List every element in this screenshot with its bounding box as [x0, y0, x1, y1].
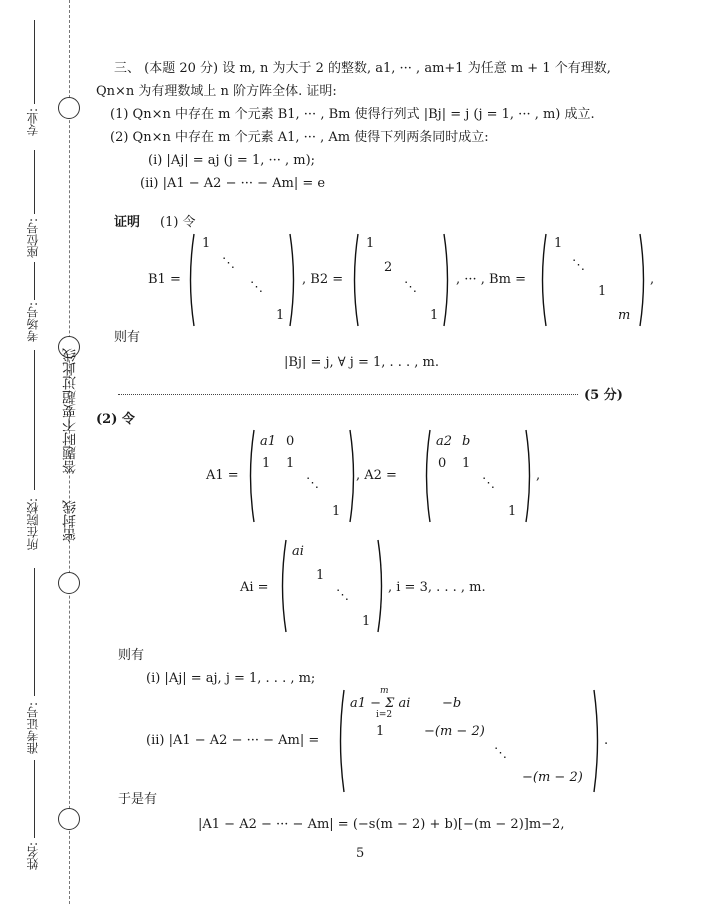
matrix-entry: ai — [292, 544, 304, 559]
matrix-ai-label: Ai = — [240, 580, 269, 595]
matrix-entry: 1 — [286, 456, 295, 471]
diagonal-dots: ⋱ — [306, 476, 320, 491]
name-blank — [34, 760, 35, 838]
matrix-entry: 1 — [362, 614, 371, 629]
diagonal-dots: ⋱ — [404, 280, 418, 295]
diagonal-dots: ⋱ — [222, 256, 236, 271]
matrix-entry: 1 — [332, 504, 341, 519]
determinant-b-result: |Bj| = j, ∀ j = 1, . . . , m. — [284, 355, 440, 370]
diagonal-dots: ⋱ — [336, 588, 350, 603]
matrix-entry: 1 — [262, 456, 271, 471]
diagonal-dots: ⋱ — [494, 746, 508, 761]
matrix-entry: −(m − 2) — [424, 724, 485, 739]
matrix-entry: a2 — [436, 434, 453, 449]
result-condition-i: (i) |Aj| = aj, j = 1, . . . , m; — [146, 671, 316, 686]
exam-room-label: 考场号: — [26, 302, 40, 343]
diagonal-dots: ⋱ — [572, 258, 586, 273]
exam-room-blank — [34, 262, 35, 300]
matrix-entry: a1 — [260, 434, 277, 449]
diagonal-dots: ⋱ — [250, 280, 264, 295]
matrix-entry: 2 — [384, 260, 393, 275]
score-label: (5 分) — [584, 388, 623, 403]
proof-part1-intro: (1) 令 — [160, 215, 196, 230]
binding-hole — [58, 572, 80, 594]
then-have-label-2: 则有 — [118, 648, 145, 663]
matrix-entry: 1 — [202, 236, 211, 251]
matrix-entry: −b — [442, 696, 462, 711]
so-have-label: 于是有 — [118, 792, 158, 807]
page-number: 5 — [356, 846, 365, 861]
matrix-entry: 1 — [462, 456, 471, 471]
seat-number-blank — [34, 150, 35, 214]
matrix-entry: 1 — [430, 308, 439, 323]
matrix-a1-label: A1 = — [206, 468, 239, 483]
final-result: |A1 − A2 − ··· − Am| = (−s(m − 2) + b)[−(m − 2)]m−2, — [198, 817, 565, 832]
text-fade-blur — [338, 176, 422, 192]
admission-ticket-label: 准考证号: — [26, 702, 40, 755]
matrix-entry: 0 — [438, 456, 447, 471]
binding-hole — [58, 97, 80, 119]
name-label: 姓名: — [26, 842, 40, 871]
school-blank — [34, 350, 35, 490]
matrix-entry: 1 — [366, 236, 375, 251]
sum-upper-limit: m — [380, 686, 389, 696]
matrix-bm-label: , ··· , Bm = — [456, 272, 526, 287]
comma: , — [650, 272, 655, 287]
problem-condition-i: (i) |Aj| = aj (j = 1, ··· , m); — [148, 153, 316, 168]
matrix-a2 — [422, 428, 534, 524]
matrix-entry: a1 − Σ ai — [350, 696, 411, 711]
proof-title: 证明 — [114, 215, 141, 230]
matrix-difference — [336, 688, 602, 794]
problem-part1: (1) Qn×n 中存在 m 个元素 B1, ··· , Bm 使得行列式 |Bj| = j (j = 1, ··· , m) 成立. — [110, 107, 595, 122]
matrix-entry: b — [462, 434, 471, 449]
seal-notice: 答题时不要超过此线 — [62, 348, 78, 474]
matrix-entry: 0 — [286, 434, 295, 449]
period: . — [604, 733, 609, 748]
admission-ticket-blank — [34, 568, 35, 696]
matrix-b2-label: , B2 = — [302, 272, 344, 287]
matrix-entry: 1 — [376, 724, 385, 739]
matrix-b1-label: B1 = — [148, 272, 181, 287]
matrix-a1 — [246, 428, 358, 524]
index-range: , i = 3, . . . , m. — [388, 580, 486, 595]
comma: , — [536, 468, 541, 483]
problem-part2: (2) Qn×n 中存在 m 个元素 A1, ··· , Am 使得下列两条同时成立: — [110, 130, 489, 145]
matrix-entry: 1 — [554, 236, 563, 251]
problem-line2: Qn×n 为有理数域上 n 阶方阵全体. 证明: — [96, 84, 337, 99]
then-have-label: 则有 — [114, 330, 141, 345]
diagonal-dots: ⋱ — [482, 476, 496, 491]
matrix-b2 — [350, 232, 452, 328]
problem-condition-ii: (ii) |A1 − A2 − ··· − Am| = e — [140, 176, 326, 191]
seal-line-label: 密封线 — [62, 500, 78, 542]
matrix-b1 — [186, 232, 298, 328]
matrix-entry: 1 — [508, 504, 517, 519]
proof-part2-intro: (2) 令 — [96, 412, 135, 427]
matrix-entry: 1 — [598, 284, 607, 299]
matrix-entry: m — [618, 308, 631, 323]
matrix-bm — [538, 232, 648, 328]
matrix-a2-label: , A2 = — [356, 468, 397, 483]
seat-number-label: 座位号: — [26, 218, 40, 259]
school-label: 所在院校: — [26, 498, 40, 551]
major-label: 专业: — [26, 108, 40, 137]
sum-lower-limit: i=2 — [376, 710, 393, 720]
binding-hole — [58, 808, 80, 830]
matrix-ai — [278, 538, 386, 634]
matrix-entry: 1 — [316, 568, 325, 583]
result-condition-ii: (ii) |A1 − A2 − ··· − Am| = — [146, 733, 320, 748]
score-dotted-leader — [118, 394, 578, 395]
major-blank — [34, 20, 35, 104]
matrix-entry: −(m − 2) — [522, 770, 583, 785]
problem-header: 三、 (本题 20 分) 设 m, n 为大于 2 的整数, a1, ··· , am+1 为任意 m + 1 个有理数, — [114, 61, 611, 76]
matrix-entry: 1 — [276, 308, 285, 323]
